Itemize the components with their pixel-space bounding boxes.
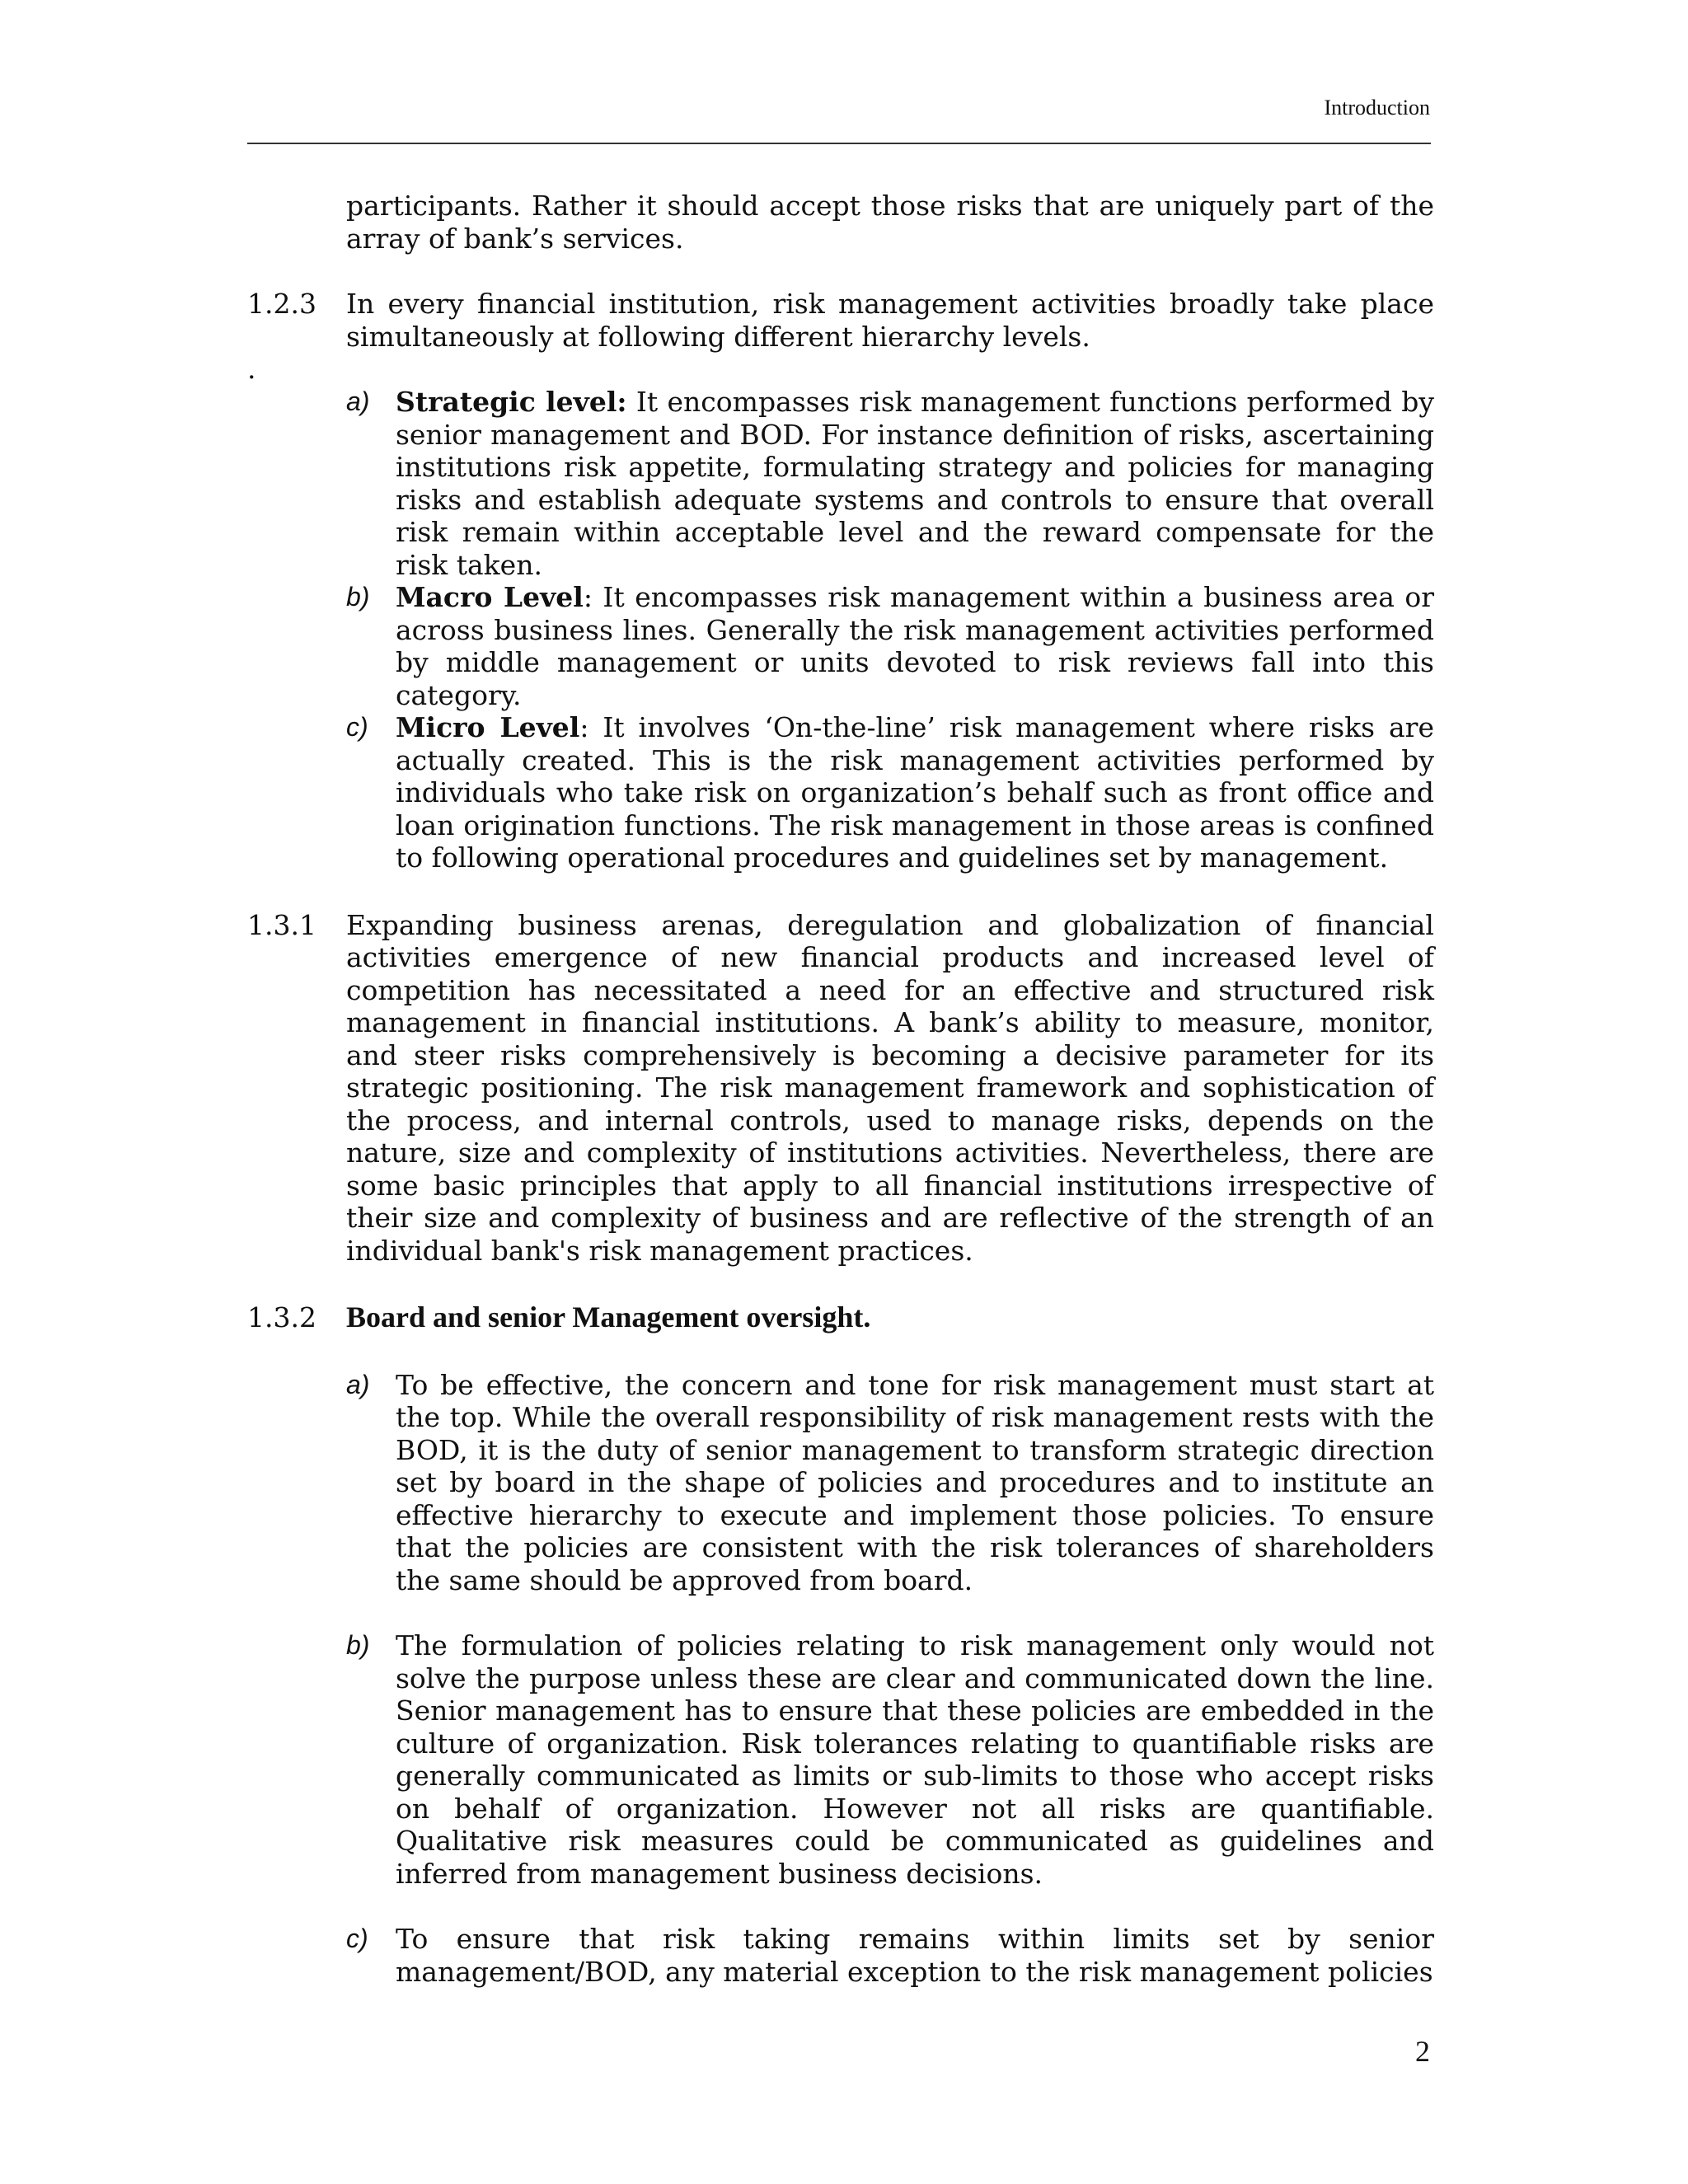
section-number: 1.3.2 <box>247 1301 316 1333</box>
page-content <box>247 190 1434 1988</box>
list-item <box>247 711 1434 874</box>
section-1-3-2 <box>247 1301 1434 1334</box>
list-item <box>247 1923 1434 1988</box>
item-label: a) <box>346 387 370 416</box>
hierarchy-level-list <box>247 386 1434 874</box>
item-term: Micro Level <box>396 711 580 743</box>
item-term: Macro Level <box>396 581 584 613</box>
section-paragraph: In every financial institution, risk management activities broadly take place simultaneously at following different hierarchy levels. <box>346 288 1434 353</box>
page-number: 2 <box>1415 2035 1430 2068</box>
item-label: c) <box>346 712 368 742</box>
item-text: The formulation of policies relating to risk management only would not solve the purpose unless these are clear and communicated down the line. Senior management has to ensure that these policies are embedded in the culture of organization. Risk tolerances relating to quantifiable risks are generally communicated as limits or sub-limits to those who accept risks on behalf of organization. However not all risks are quantifiable. Qualitative risk measures could be communicated as guidelines and inferred from management business decisions. <box>396 1629 1434 1890</box>
item-text: To ensure that risk taking remains within limits set by senior management/BOD, any material exception to the risk management policies <box>396 1923 1434 1988</box>
item-text: It encompasses risk management functions performed by senior management and BOD. For instance definition of risks, ascertaining institutions risk appetite, formulating strategy and policies for managing risks and establish adequate systems and controls to ensure that overall risk remain within acceptable level and the reward compensate for the risk taken. <box>396 386 1434 581</box>
section-heading: Board and senior Management oversight. <box>346 1301 871 1333</box>
section-paragraph: Expanding business arenas, deregulation and globalization of financial activities emergence of new financial products and increased level of competition has necessitated a need for an effective and structured risk management in financial institutions. A bank’s ability to measure, monitor, and steer risks comprehensively is becoming a decisive parameter for its strategic positioning. The risk management framework and sophistication of the process, and internal controls, used to manage risks, depends on the nature, size and complexity of institutions activities. Nevertheless, there are some basic principles that apply to all financial institutions irrespective of their size and complexity of business and are reflective of the strength of an individual bank's risk management practices. <box>346 908 1434 1267</box>
section-number: 1.3.1 <box>247 908 316 941</box>
stray-dot: . <box>247 353 256 385</box>
list-item <box>247 386 1434 581</box>
intro-paragraph: participants. Rather it should accept those risks that are uniquely part of the array of bank’s services. <box>346 190 1434 255</box>
item-text: To be effective, the concern and tone for risk management must start at the top. While the overall responsibility of risk management rests with the BOD, it is the duty of senior management to transform strategic direction set by board in the shape of policies and procedures and to institute an effective hierarchy to execute and implement those policies. To ensure that the policies are consistent with the risk tolerances of shareholders the same should be approved from board. <box>396 1368 1434 1596</box>
section-1-3-1 <box>247 909 1434 1268</box>
intro-continuation <box>247 190 1434 255</box>
item-label: b) <box>346 1630 370 1660</box>
section-number: 1.2.3 <box>247 288 316 320</box>
list-item <box>247 581 1434 711</box>
section-1-2-3 <box>247 288 1434 353</box>
running-header: Introduction <box>1324 96 1430 120</box>
list-item <box>247 1369 1434 1597</box>
oversight-list <box>247 1369 1434 1989</box>
item-label: c) <box>346 1924 368 1953</box>
header-rule <box>247 143 1431 144</box>
item-text: : It encompasses risk management within a business area or across business lines. Generally the risk management activities performed by middle management or units devoted to risk reviews fall into this category. <box>396 581 1435 711</box>
list-item <box>247 1629 1434 1890</box>
item-label: a) <box>346 1369 370 1399</box>
item-text: : It involves ‘On-the-line’ risk management where risks are actually created. This is the risk management activities performed by individuals who take risk on organization’s behalf such as front office and loan origination functions. The risk management in those areas is confined to following operational procedures and guidelines set by management. <box>396 711 1434 874</box>
item-label: b) <box>346 582 370 612</box>
item-term: Strategic level: <box>396 386 627 418</box>
